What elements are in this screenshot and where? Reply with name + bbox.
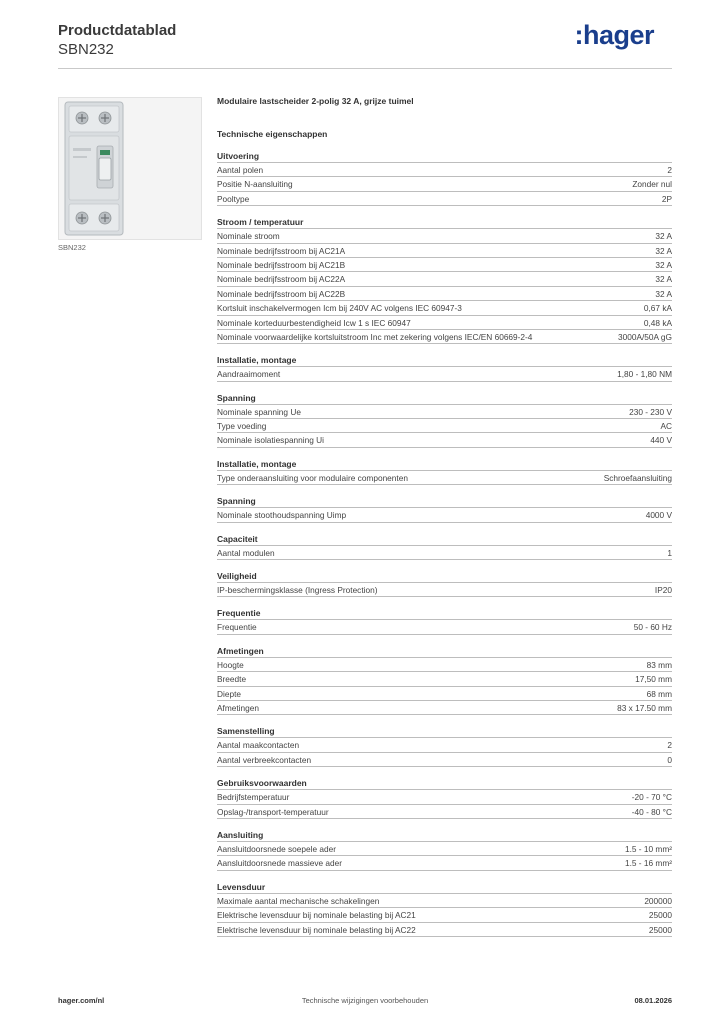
spec-label: Diepte: [217, 688, 241, 699]
spec-row: [217, 287, 672, 301]
spec-label: Elektrische levensduur bij nominale belasting bij AC21: [217, 910, 416, 921]
footer-date: 08.01.2026: [634, 996, 672, 1005]
spec-section: [217, 881, 672, 937]
spec-value: Zonder nul: [632, 179, 672, 190]
spec-table: [217, 619, 672, 634]
spec-row: [217, 923, 672, 937]
spec-label: Hoogte: [217, 659, 244, 670]
spec-row: [217, 583, 672, 597]
spec-value: IP20: [654, 585, 672, 596]
spec-label: Aansluitdoorsnede massieve ader: [217, 858, 342, 869]
spec-label: Bedrijfstemperatuur: [217, 792, 290, 803]
spec-value: 1.5 - 10 mm²: [624, 843, 672, 854]
spec-value: 0,48 kA: [643, 317, 672, 328]
spec-value: 0: [667, 754, 672, 765]
switch-disconnector-icon: [59, 98, 201, 239]
section-title: Gebruiksvoorwaarden: [217, 778, 307, 789]
header-divider: [58, 68, 672, 69]
spec-label: Breedte: [217, 674, 247, 685]
spec-row: [217, 508, 672, 522]
spec-label: Nominale bedrijfsstroom bij AC21A: [217, 245, 346, 256]
spec-section: [217, 495, 672, 522]
hager-logo[interactable]: :hager: [574, 20, 654, 50]
spec-row: [217, 163, 672, 177]
spec-section: [217, 392, 672, 448]
spec-value: 230 - 230 V: [629, 406, 672, 417]
spec-value: 1,80 - 1,80 NM: [617, 369, 672, 380]
image-caption: SBN232: [58, 243, 86, 252]
spec-row: [217, 620, 672, 634]
spec-label: Aantal polen: [217, 165, 264, 175]
spec-table: [217, 893, 672, 937]
spec-table: [217, 657, 672, 716]
spec-label: Aantal modulen: [217, 547, 275, 558]
spec-section: [217, 645, 672, 716]
spec-row: [217, 856, 672, 870]
spec-label: Frequentie: [217, 622, 257, 633]
spec-row: [217, 330, 672, 344]
spec-value: -40 - 80 °C: [631, 806, 672, 817]
spec-value: 2: [667, 165, 672, 175]
spec-value: 2: [667, 740, 672, 751]
spec-label: Maximale aantal mechanische schakelingen: [217, 895, 380, 906]
spec-value: AC: [660, 421, 672, 432]
spec-section: [217, 829, 672, 871]
spec-section: [217, 354, 672, 381]
spec-value: 32 A: [655, 245, 672, 256]
spec-value: 32 A: [655, 288, 672, 299]
spec-label: Nominale korteduurbestendigheid Icw 1 s IEC 60947: [217, 317, 411, 328]
spec-label: Nominale stroom: [217, 231, 280, 242]
spec-section: [217, 570, 672, 597]
section-title: Aansluiting: [217, 829, 264, 840]
spec-row: [217, 738, 672, 752]
spec-label: Nominale voorwaardelijke kortsluitstroom Inc met zekering volgens IEC/EN 60669-2-4: [217, 331, 533, 342]
spec-value: 200000: [644, 895, 672, 906]
product-code: SBN232: [58, 41, 114, 58]
spec-label: Pooltype: [217, 193, 250, 204]
spec-section: [217, 458, 672, 485]
spec-value: Schroefaansluiting: [603, 472, 672, 483]
spec-value: 0,67 kA: [643, 303, 672, 314]
spec-table: [217, 404, 672, 448]
section-title: Capaciteit: [217, 533, 258, 544]
section-title: Spanning: [217, 496, 256, 507]
spec-table: [217, 228, 672, 344]
spec-value: 50 - 60 Hz: [633, 622, 672, 633]
spec-row: [217, 177, 672, 191]
spec-label: Kortsluit inschakelvermogen Icm bij 240V AC volgens IEC 60947-3: [217, 303, 462, 314]
section-title: Afmetingen: [217, 645, 264, 656]
spec-label: Aansluitdoorsnede soepele ader: [217, 843, 337, 854]
spec-row: [217, 687, 672, 701]
spec-row: [217, 419, 672, 433]
footer-disclaimer: Technische wijzigingen voorbehouden: [301, 996, 429, 1005]
spec-table: [217, 507, 672, 522]
spec-row: [217, 244, 672, 258]
spec-section: [217, 607, 672, 634]
spec-label: Type voeding: [217, 421, 267, 432]
spec-value: 32 A: [655, 274, 672, 285]
spec-row: [217, 258, 672, 272]
spec-value: 440 V: [650, 435, 672, 446]
spec-value: 83 x 17.50 mm: [617, 702, 672, 713]
section-title: Installatie, montage: [217, 458, 297, 469]
spec-label: IP-beschermingsklasse (Ingress Protection): [217, 585, 378, 596]
spec-value: 32 A: [655, 259, 672, 270]
spec-row: [217, 842, 672, 856]
section-title: Uitvoering: [217, 151, 260, 161]
document-title: Productdatablad: [58, 22, 177, 39]
spec-label: Opslag-/transport-temperatuur: [217, 806, 329, 817]
spec-label: Nominale spanning Ue: [217, 406, 301, 417]
spec-label: Aantal verbreekcontacten: [217, 754, 312, 765]
spec-section: [217, 725, 672, 767]
spec-label: Nominale bedrijfsstroom bij AC21B: [217, 259, 346, 270]
spec-table: [217, 545, 672, 560]
spec-label: Nominale bedrijfsstroom bij AC22A: [217, 274, 346, 285]
spec-row: [217, 672, 672, 686]
spec-row: [217, 753, 672, 767]
spec-table: [217, 366, 672, 381]
spec-section: [217, 216, 672, 344]
spec-value: 25000: [648, 910, 672, 921]
spec-value: 3000A/50A gG: [618, 331, 672, 342]
spec-label: Elektrische levensduur bij nominale belasting bij AC22: [217, 924, 416, 935]
spec-value: 1: [667, 547, 672, 558]
spec-row: [217, 192, 672, 206]
section-title: Spanning: [217, 392, 256, 403]
spec-label: Nominale bedrijfsstroom bij AC22B: [217, 288, 346, 299]
spec-row: [217, 316, 672, 330]
spec-label: Nominale isolatiespanning Ui: [217, 435, 324, 446]
spec-row: [217, 790, 672, 804]
specifications: [217, 95, 672, 937]
spec-row: [217, 894, 672, 908]
spec-value: -20 - 70 °C: [631, 792, 672, 803]
spec-value: 17,50 mm: [635, 674, 672, 685]
spec-label: Nominale stoothoudspanning Uimp: [217, 510, 347, 521]
spec-table: [217, 789, 672, 819]
spec-row: [217, 272, 672, 286]
section-title: Stroom / temperatuur: [217, 217, 304, 228]
section-title: Frequentie: [217, 608, 261, 619]
spec-value: 4000 V: [645, 510, 672, 521]
spec-section: [217, 533, 672, 560]
product-description: Modulaire lastscheider 2-polig 32 A, grijze tuimel: [217, 96, 414, 106]
spec-row: [217, 433, 672, 447]
section-title: Veiligheid: [217, 571, 257, 582]
spec-label: Type onderaansluiting voor modulaire componenten: [217, 472, 408, 483]
section-title: Samenstelling: [217, 726, 275, 737]
spec-row: [217, 805, 672, 819]
spec-row: [217, 367, 672, 381]
spec-row: [217, 701, 672, 715]
spec-value: 1.5 - 16 mm²: [624, 858, 672, 869]
footer-website-link[interactable]: hager.com/nl: [58, 996, 105, 1005]
spec-table: [217, 582, 672, 597]
spec-row: [217, 301, 672, 315]
section-title: Installatie, montage: [217, 355, 297, 366]
spec-row: [217, 908, 672, 922]
spec-row: [217, 405, 672, 419]
spec-label: Aandraaimoment: [217, 369, 281, 380]
spec-table: [217, 737, 672, 767]
page-footer: [58, 996, 672, 1010]
spec-row: [217, 546, 672, 560]
spec-table: [217, 841, 672, 871]
spec-row: [217, 229, 672, 243]
page-header: [58, 20, 672, 68]
spec-section: [217, 150, 672, 206]
section-title: Levensduur: [217, 881, 266, 892]
spec-value: 2P: [661, 193, 672, 204]
spec-label: Afmetingen: [217, 702, 259, 713]
spec-label: Aantal maakcontacten: [217, 740, 300, 751]
spec-table: [217, 162, 672, 206]
spec-row: [217, 658, 672, 672]
spec-value: 68 mm: [646, 688, 672, 699]
spec-sections: [217, 150, 672, 937]
spec-value: 83 mm: [646, 659, 672, 670]
spec-table: [217, 470, 672, 485]
spec-row: [217, 471, 672, 485]
technical-properties-heading: Technische eigenschappen: [217, 129, 328, 139]
spec-value: 32 A: [655, 231, 672, 242]
spec-section: [217, 777, 672, 819]
spec-value: 25000: [648, 924, 672, 935]
spec-label: Positie N-aansluiting: [217, 179, 293, 190]
product-image: [58, 97, 202, 240]
